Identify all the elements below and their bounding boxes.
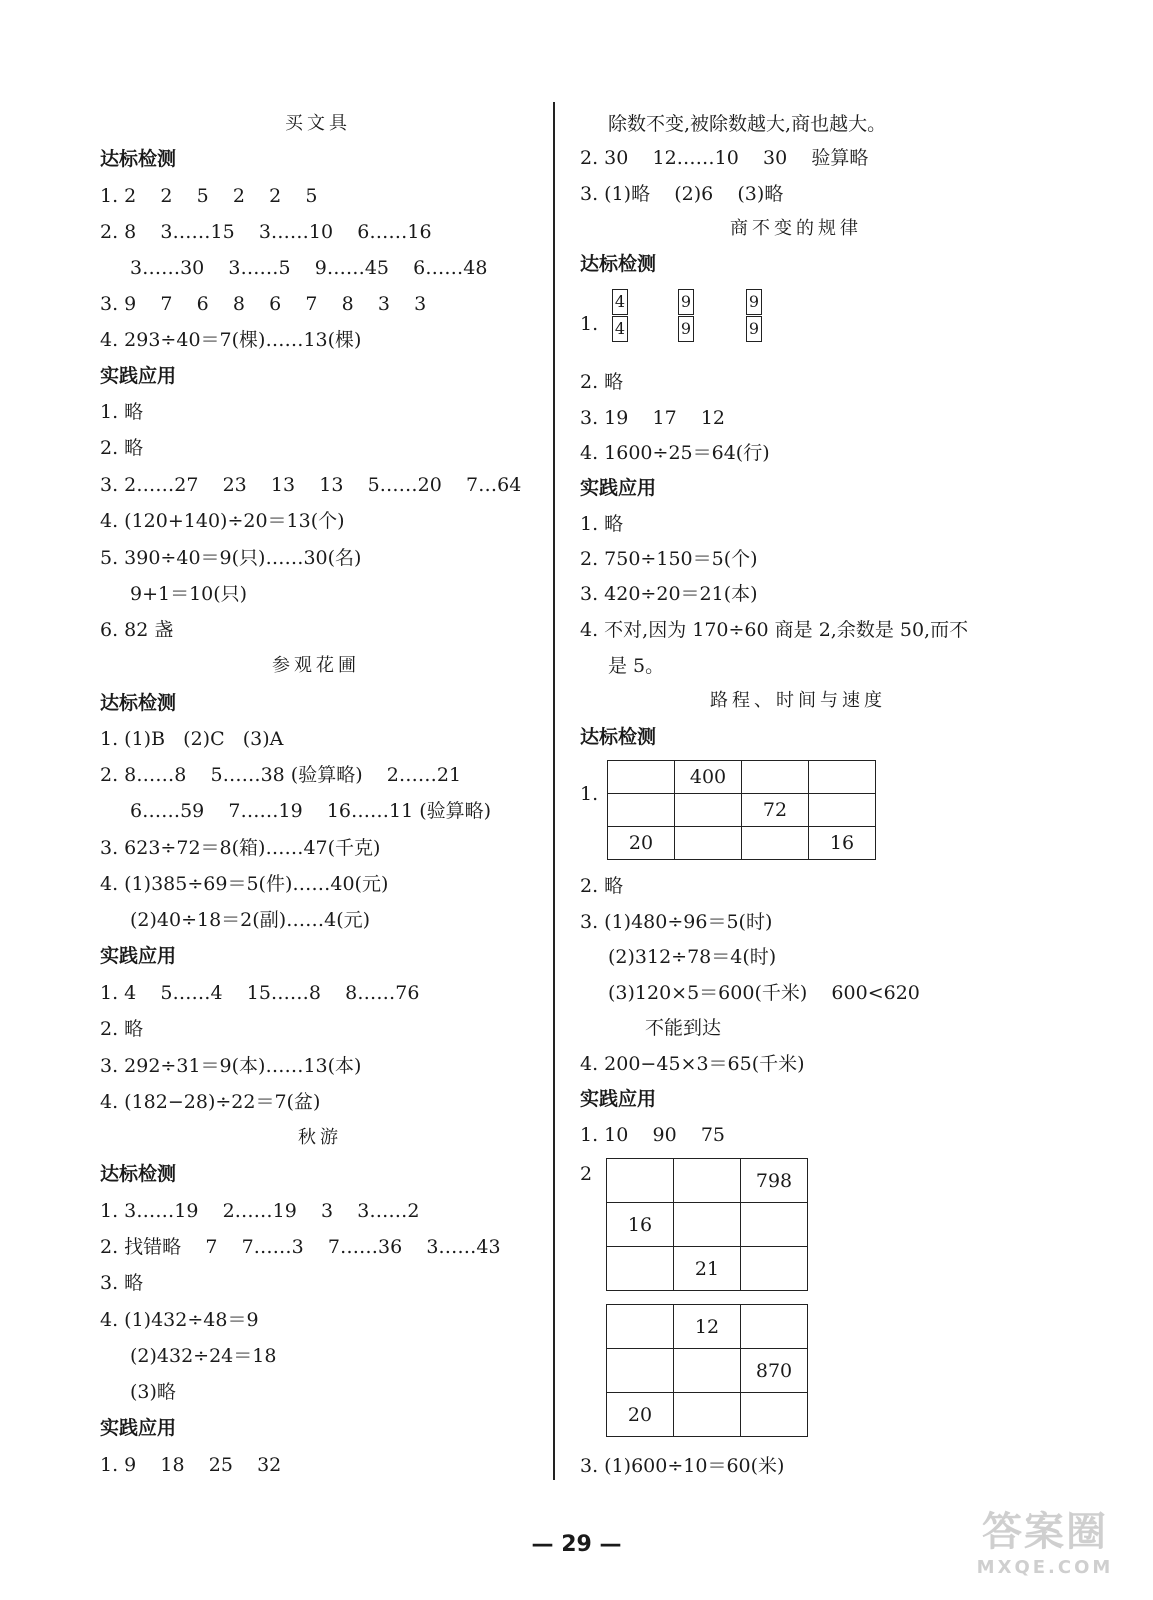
answer-line: 2 (580, 1163, 593, 1185)
answer-line: 2. 略 (100, 1018, 144, 1040)
answer-line: (3)120×5＝600(千米) 600<620 (608, 982, 920, 1004)
grid-cell: 20 (608, 827, 675, 860)
grid-cell (742, 761, 809, 794)
answer-line: 3. (1)600÷10＝60(米) (580, 1455, 785, 1477)
answer-line: 5. 390÷40＝9(只)……30(名) (100, 547, 362, 569)
answer-line: 4. 293÷40＝7(棵)……13(棵) (100, 329, 362, 351)
answer-line: 除数不变,被除数越大,商也越大。 (608, 113, 887, 135)
answer-line: 4. 1600÷25＝64(行) (580, 442, 770, 464)
grid-cell: 12 (674, 1305, 741, 1349)
section-heading: 实践应用 (100, 1417, 177, 1439)
answer-line: 2. 8 3……15 3……10 6……16 (100, 221, 432, 243)
grid-cell (607, 1247, 674, 1291)
section-title: 参观花圃 (272, 655, 360, 676)
grid-cell (741, 1393, 808, 1437)
grid-cell (608, 794, 675, 827)
grid-cell (607, 1305, 674, 1349)
answer-line: 4. (182−28)÷22＝7(盆) (100, 1091, 321, 1113)
answer-line: 2. 略 (100, 437, 144, 459)
answer-line: 3. 略 (100, 1272, 144, 1294)
grid-cell: 798 (741, 1159, 808, 1203)
grid-cell (674, 1349, 741, 1393)
grid-cell (674, 1159, 741, 1203)
answer-line: 1. (580, 783, 599, 805)
grid-cell (674, 1203, 741, 1247)
answer-line: 1. 略 (580, 513, 624, 535)
answer-line: 1. (580, 313, 599, 335)
grid-cell (741, 1247, 808, 1291)
grid-cell (741, 1203, 808, 1247)
page-number: — 29 — (531, 1532, 622, 1557)
answer-line: 9+1＝10(只) (130, 583, 248, 605)
answer-line: 1. 2 2 5 2 2 5 (100, 185, 318, 207)
answer-line: 是 5。 (608, 655, 665, 677)
answer-line: 2. 750÷150＝5(个) (580, 548, 758, 570)
answer-line: 4. (1)432÷48＝9 (100, 1309, 259, 1331)
grid-cell (607, 1159, 674, 1203)
watermark-url: MXQE.COM (976, 1557, 1114, 1578)
answer-line: 3. 9 7 6 8 6 7 8 3 3 (100, 293, 427, 315)
answer-grid (606, 1158, 808, 1291)
answer-line: 3……30 3……5 9……45 6……48 (130, 257, 488, 279)
answer-line: 3. (1)略 (2)6 (3)略 (580, 183, 784, 205)
answer-line: 2. 略 (580, 371, 624, 393)
section-title: 路程、时间与速度 (710, 690, 886, 711)
watermark-logo (950, 1500, 1140, 1590)
grid-cell (742, 827, 809, 860)
answer-line: 1. (1)B (2)C (3)A (100, 728, 284, 750)
digit-box: 9 (678, 316, 694, 342)
section-heading: 实践应用 (580, 477, 657, 499)
column-divider (553, 102, 555, 1480)
grid-cell (741, 1305, 808, 1349)
section-heading: 实践应用 (100, 365, 177, 387)
answer-line: 4. (120+140)÷20＝13(个) (100, 510, 345, 532)
answer-line: 1. 3……19 2……19 3 3……2 (100, 1200, 420, 1222)
grid-cell: 16 (607, 1203, 674, 1247)
section-heading: 达标检测 (580, 253, 657, 275)
answer-line: 3. 19 17 12 (580, 407, 726, 429)
section-heading: 实践应用 (580, 1088, 657, 1110)
section-title: 买文具 (285, 113, 351, 134)
grid-cell (809, 761, 876, 794)
grid-cell: 400 (675, 761, 742, 794)
section-heading: 实践应用 (100, 945, 177, 967)
digit-box: 9 (746, 289, 762, 315)
answer-line: 2. 略 (580, 875, 624, 897)
digit-box: 9 (746, 316, 762, 342)
grid-cell (675, 794, 742, 827)
answer-line: 2. 找错略 7 7……3 7……36 3……43 (100, 1236, 501, 1258)
answer-line: 1. 10 90 75 (580, 1124, 726, 1146)
answer-line: 4. 200−45×3＝65(千米) (580, 1053, 805, 1075)
grid-cell (608, 761, 675, 794)
answer-line: 2. 8……8 5……38 (验算略) 2……21 (100, 764, 462, 786)
answer-line: (2)432÷24＝18 (130, 1345, 277, 1367)
answer-line: 1. 4 5……4 15……8 8……76 (100, 982, 420, 1004)
answer-line: (3)略 (130, 1381, 176, 1403)
answer-line: (2)312÷78＝4(时) (608, 946, 777, 968)
answer-line: 1. 略 (100, 401, 144, 423)
answer-line: 1. 9 18 25 32 (100, 1454, 282, 1476)
answer-line: 6……59 7……19 16……11 (验算略) (130, 800, 492, 822)
answer-grid (606, 1304, 808, 1437)
section-heading: 达标检测 (580, 726, 657, 748)
section-heading: 达标检测 (100, 692, 177, 714)
answer-line: 4. (1)385÷69＝5(件)……40(元) (100, 873, 389, 895)
grid-cell: 870 (741, 1349, 808, 1393)
grid-cell: 16 (809, 827, 876, 860)
digit-box: 9 (678, 289, 694, 315)
section-heading: 达标检测 (100, 1163, 177, 1185)
answer-line: 3. 623÷72＝8(箱)……47(千克) (100, 837, 381, 859)
grid-cell (674, 1393, 741, 1437)
grid-cell (607, 1349, 674, 1393)
section-title: 商不变的规律 (730, 218, 862, 239)
answer-line: 2. 30 12……10 30 验算略 (580, 147, 869, 169)
answer-line: 不能到达 (645, 1017, 722, 1039)
digit-box: 4 (612, 316, 628, 342)
answer-line: (2)40÷18＝2(副)……4(元) (130, 909, 371, 931)
answer-line: 3. 2……27 23 13 13 5……20 7…64 (100, 474, 522, 496)
grid-cell (675, 827, 742, 860)
grid-cell: 21 (674, 1247, 741, 1291)
section-title: 秋游 (298, 1127, 342, 1148)
watermark-text: 答案圈 (982, 1509, 1108, 1555)
grid-cell: 20 (607, 1393, 674, 1437)
grid-cell (809, 794, 876, 827)
answer-line: 4. 不对,因为 170÷60 商是 2,余数是 50,而不 (580, 619, 969, 641)
section-heading: 达标检测 (100, 148, 177, 170)
answer-grid (607, 760, 876, 860)
answer-line: 3. 420÷20＝21(本) (580, 583, 758, 605)
answer-line: 6. 82 盏 (100, 619, 174, 641)
digit-box: 4 (612, 289, 628, 315)
grid-cell: 72 (742, 794, 809, 827)
answer-line: 3. (1)480÷96＝5(时) (580, 911, 773, 933)
answer-line: 3. 292÷31＝9(本)……13(本) (100, 1055, 362, 1077)
